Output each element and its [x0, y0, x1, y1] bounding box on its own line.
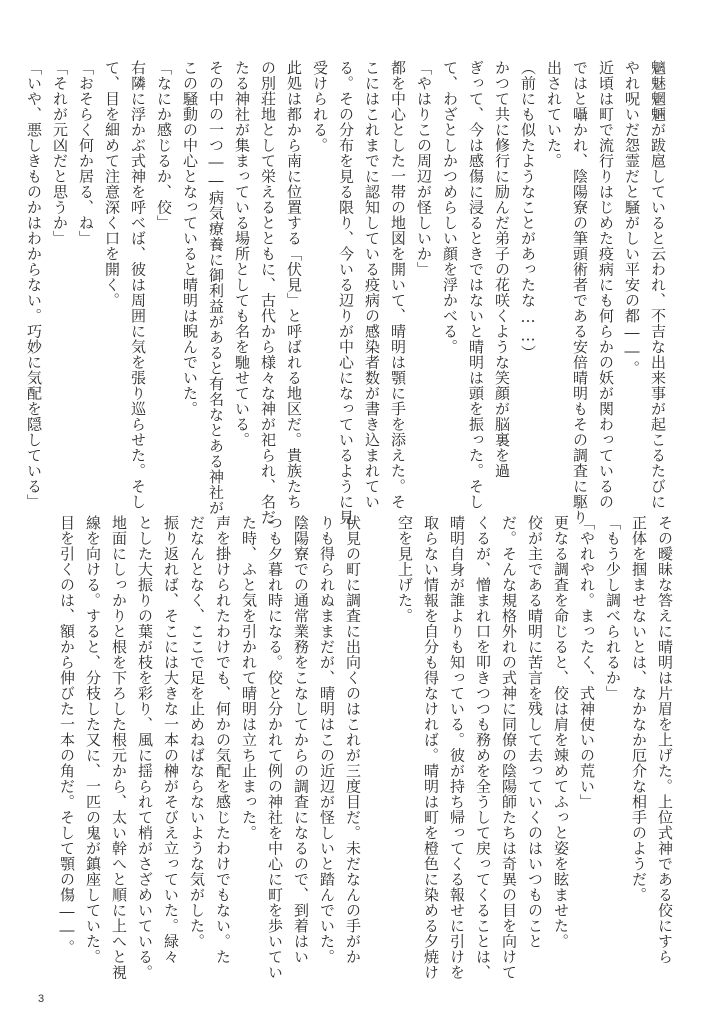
text-column: 「いや、悪しきものかはわからない。巧妙に気配を隠している」 — [25, 60, 43, 510]
bottom-text-block — [0, 515, 722, 980]
text-column: 「やはりこの周辺が怪しいか」 — [415, 60, 433, 277]
text-column: かつて共に修行に励んだ弟子の花咲くような笑顔が脳裏を過 — [493, 60, 511, 479]
text-column: 「もう少し調べられるか」 — [604, 515, 622, 701]
text-column: 正体を掴ませないとは、なかなか厄介な相手のようだ。 — [630, 515, 648, 903]
text-column: る。その分布を見る限り、今いる辺りが中心になっているように見 — [337, 60, 355, 525]
text-column: 此処は都から南に位置する「伏見」と呼ばれる地区だ。貴族たち — [285, 60, 303, 510]
text-column: こにはこれまでに認知している疫病の感染者数が書き込まれてい — [363, 60, 381, 510]
text-column: 「それが元凶だと思うか」 — [51, 60, 69, 246]
text-column: たる神社が集まっている場所としても名を馳せている。 — [233, 60, 251, 448]
text-column: て、目を細めて注意深く口を開く。 — [103, 60, 121, 308]
text-column: た時、ふと気を引かれて晴明は立ち止まった。 — [240, 515, 258, 841]
text-column: だなんとなく、ここで足を止めねばならないような気がした。 — [188, 515, 206, 949]
text-column: 出されていた。 — [545, 60, 563, 169]
text-column: 伏見の町に調査に出向くのはこれが三度目だ。未だなんの手がか — [344, 515, 362, 965]
text-column: だ。そんな規格外れの式神に同僚の陰陽師たちは奇異の目を向けて — [500, 515, 518, 980]
text-column: この騒動の中心となっていると晴明は睨んでいた。 — [181, 60, 199, 417]
text-column: 「やれやれ。まったく、式神使いの荒い」 — [578, 515, 596, 810]
text-column: ではと囁かれ、陰陽寮の筆頭術者である安倍晴明もその調査に駆り — [571, 60, 589, 525]
text-column: りも得られぬままだが、晴明はこの近辺が怪しいと踏んでいた。 — [318, 515, 336, 965]
text-column: 受けられる。 — [311, 60, 329, 153]
text-column: 地面にしっかりと根を下ろした根元から、太い幹へと順に上へと視 — [110, 515, 128, 980]
text-column: ぎって、今は感傷に浸るときではないと晴明は頭を振った。そし — [467, 60, 485, 510]
text-column: 魑魅魍魎が跋扈していると云われ、不吉な出来事が起こるたびに — [649, 60, 667, 510]
text-column: 線を向ける。すると、分枝した又に、一匹の鬼が鎮座していた。 — [84, 515, 102, 965]
page-number: 3 — [38, 993, 45, 1005]
text-column: とした大振りの葉が枝を彩り、風に揺られて梢がさざめいている。 — [136, 515, 154, 980]
text-column: 「おそらく何か居る、ね」 — [77, 60, 95, 246]
text-column: の別荘地として栄えるとともに、古代から様々な神が祀られ、名だ — [259, 60, 277, 525]
text-column: その中の一つ――病気療養に御利益があると有名なとある神社が — [207, 60, 225, 516]
text-column: 都を中心とした一帯の地図を開いて、晴明は顎に手を添えた。そ — [389, 60, 407, 510]
text-column: 「なにか感じるか、佼」 — [155, 60, 173, 231]
text-column: やれ呪いだ怨霊だと騒がしい平安の都――。 — [623, 60, 641, 376]
text-column: 空を見上げた。 — [396, 515, 414, 624]
text-column: 陰陽寮での通常業務をこなしてからの調査になるので、到着はい — [292, 515, 310, 965]
text-column: 更なる調査を命じると、佼は肩を竦めてふっと姿を眩ませた。 — [552, 515, 570, 949]
text-column: 声を掛けられたわけでも、何かの気配を感じたわけでもない。た — [214, 515, 232, 965]
text-column: 目を引くのは、額から伸びた一本の角だ。そして顎の傷――。 — [58, 515, 76, 955]
top-text-block — [0, 60, 722, 525]
text-column: くるが、憎まれ口を叩きつつも務めを全うして戻ってくることは、 — [474, 515, 492, 980]
text-column: 近頃は町で流行りはじめた疫病にも何らかの妖が関わっているの — [597, 60, 615, 510]
text-column: 晴明自身が誰よりも知っている。彼が持ち帰ってくる報せに引けを — [448, 515, 466, 980]
text-column: （前にも似たようなことがあったな……） — [519, 60, 537, 361]
text-column: 佼が主である晴明に苦言を残して去っていくのはいつものこと — [526, 515, 544, 949]
text-column: つも夕暮れ時になる。佼と分かれて例の神社を中心に町を歩いてい — [266, 515, 284, 980]
text-column: 振り返れば、そこには大きな一本の榊がそびえ立っていた。緑々 — [162, 515, 180, 965]
text-column: その曖昧な答えに晴明は片眉を上げた。上位式神である佼にすら — [656, 515, 674, 965]
text-column: て、わざとしかつめらしい顔を浮かべる。 — [441, 60, 459, 355]
text-column: 取らない情報を自分も得なければ。晴明は町を橙色に染める夕焼け — [422, 515, 440, 980]
text-column: 右隣に浮かぶ式神を呼べば、彼は周囲に気を張り巡らせた。そし — [129, 60, 147, 510]
